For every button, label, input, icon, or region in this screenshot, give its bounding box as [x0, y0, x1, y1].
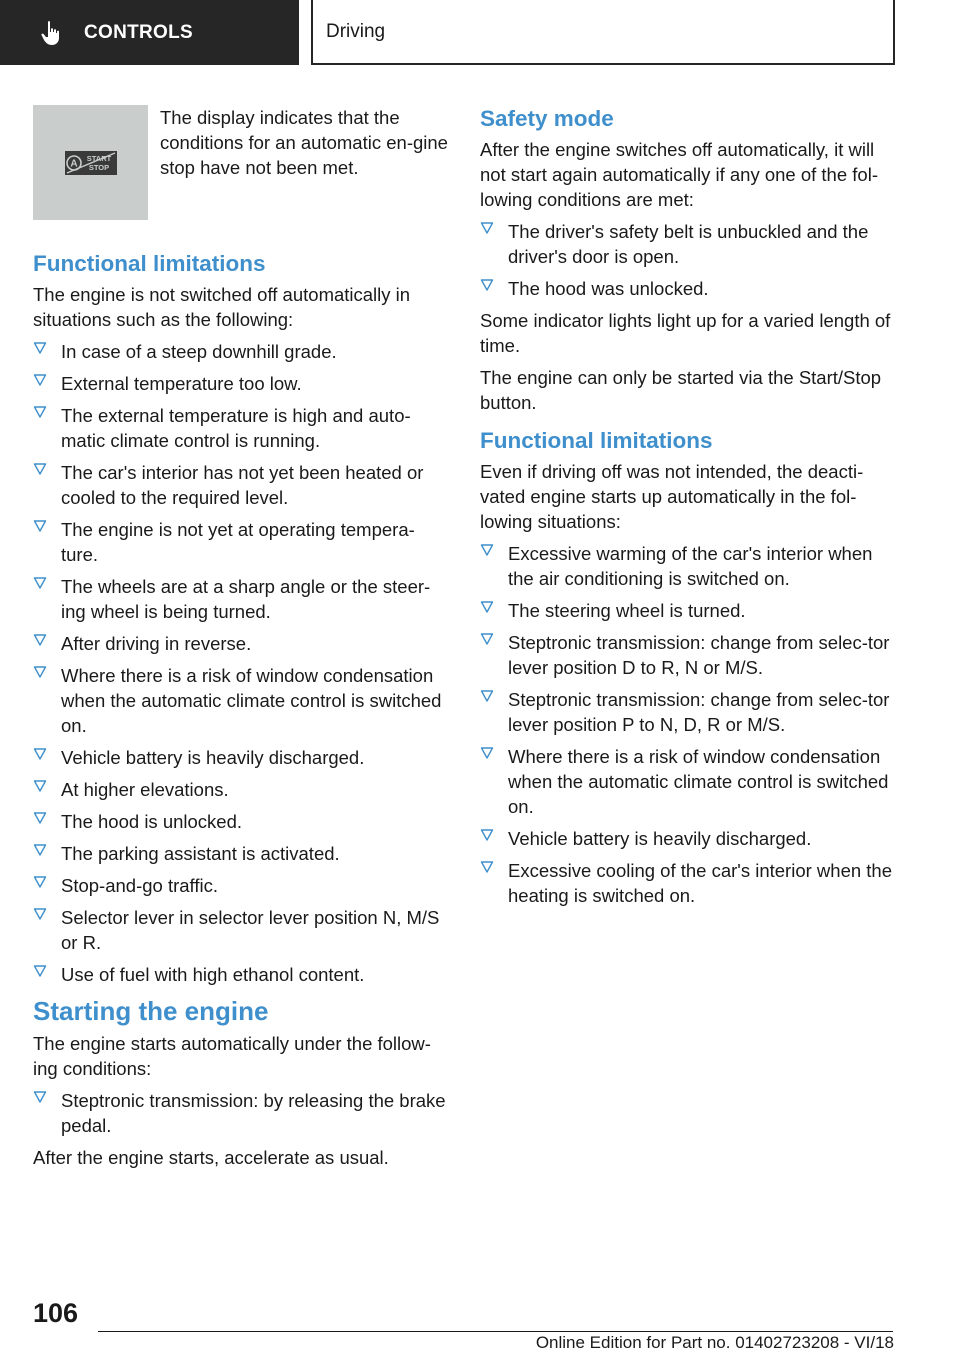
- triangle-bullet-icon: [480, 689, 494, 703]
- list-item-text: Vehicle battery is heavily discharged.: [508, 828, 812, 849]
- safety-list: [480, 219, 896, 301]
- list-item-text: Steptronic transmission: change from selec-tor lever position P to N, D, R or M/S.: [508, 689, 890, 735]
- list-item: [33, 841, 448, 866]
- list-item: [33, 905, 448, 955]
- list-item: [480, 541, 896, 591]
- list-item-text: The driver's safety belt is unbuckled and the driver's door is open.: [508, 221, 869, 267]
- list-item: [33, 403, 448, 453]
- triangle-bullet-icon: [480, 600, 494, 614]
- heading-functional-limitations: Functional limitations: [33, 251, 266, 276]
- list-item: [33, 631, 448, 656]
- triangle-bullet-icon: [480, 746, 494, 760]
- list-item-text: Steptronic transmission: by releasing the brake pedal.: [61, 1090, 446, 1136]
- triangle-bullet-icon: [33, 405, 47, 419]
- list-item: [33, 574, 448, 624]
- list-item-text: In case of a steep downhill grade.: [61, 341, 337, 362]
- header-section-tab: [0, 0, 299, 65]
- list-item: [33, 339, 448, 364]
- header-title-box: [311, 0, 895, 65]
- triangle-bullet-icon: [33, 665, 47, 679]
- list-item-text: The external temperature is high and auto-matic climate control is running.: [61, 405, 411, 451]
- list-item: [33, 873, 448, 898]
- auto-start-stop-off-symbol: [65, 151, 117, 175]
- header-section-label: CONTROLS: [84, 21, 194, 43]
- list-item: [33, 460, 448, 510]
- list-item-text: Where there is a risk of window condensation when the automatic climate control is switched on.: [508, 746, 889, 817]
- triangle-bullet-icon: [33, 341, 47, 355]
- svg-text:A: A: [69, 158, 78, 169]
- list-item: [33, 962, 448, 987]
- safety-intro: After the engine switches off automatically, it will not start again automatically if any one of the fol-lowing conditions are met:: [480, 139, 878, 210]
- list-item: [480, 219, 896, 269]
- list-item: [33, 1088, 448, 1138]
- symbol-text-stop: STOP: [88, 162, 109, 172]
- list-item-text: Stop-and-go traffic.: [61, 875, 218, 896]
- symbol-text-start: START: [86, 153, 111, 163]
- touch-hand-icon: [40, 20, 64, 46]
- triangle-bullet-icon: [33, 843, 47, 857]
- triangle-bullet-icon: [33, 747, 47, 761]
- list-item: [33, 663, 448, 738]
- triangle-bullet-icon: [33, 633, 47, 647]
- left-column: [33, 105, 448, 1177]
- heading-safety-mode: Safety mode: [480, 106, 614, 131]
- triangle-bullet-icon: [33, 811, 47, 825]
- list-item-text: Selector lever in selector lever position N, M/S or R.: [61, 907, 440, 953]
- list-item: [33, 809, 448, 834]
- list-item-text: Use of fuel with high ethanol content.: [61, 964, 365, 985]
- list-item: [480, 687, 896, 737]
- starting-after: After the engine starts, accelerate as usual.: [33, 1147, 389, 1168]
- intro-block: [33, 105, 448, 220]
- list-item: [480, 630, 896, 680]
- list-item: [480, 858, 896, 908]
- list-item: [33, 517, 448, 567]
- list-item: [480, 598, 896, 623]
- triangle-bullet-icon: [33, 779, 47, 793]
- functional-limitations-2-list: [480, 541, 896, 908]
- triangle-bullet-icon: [33, 576, 47, 590]
- triangle-bullet-icon: [480, 278, 494, 292]
- list-item-text: The parking assistant is activated.: [61, 843, 340, 864]
- footer-divider: [98, 1331, 893, 1332]
- triangle-bullet-icon: [33, 875, 47, 889]
- list-item-text: Excessive cooling of the car's interior when the heating is switched on.: [508, 860, 893, 906]
- triangle-bullet-icon: [33, 462, 47, 476]
- triangle-bullet-icon: [480, 632, 494, 646]
- list-item-text: Steptronic transmission: change from selec-tor lever position D to R, N or M/S.: [508, 632, 890, 678]
- header-title: Driving: [326, 20, 386, 42]
- list-item: [480, 276, 896, 301]
- safety-para-2: The engine can only be started via the Start/Stop button.: [480, 367, 882, 413]
- list-item-text: The hood was unlocked.: [508, 278, 709, 299]
- list-item: [33, 777, 448, 802]
- heading-starting-the-engine: Starting the engine: [33, 996, 269, 1026]
- triangle-bullet-icon: [33, 373, 47, 387]
- heading-functional-limitations-2: Functional limitations: [480, 428, 713, 453]
- triangle-bullet-icon: [33, 907, 47, 921]
- triangle-bullet-icon: [33, 519, 47, 533]
- functional-limitations-2-intro: Even if driving off was not intended, the deacti-vated engine starts up automatically in the fol-lowing situations:: [480, 461, 864, 532]
- starting-intro: The engine starts automatically under the follow-ing conditions:: [33, 1033, 431, 1079]
- right-column: [480, 105, 896, 915]
- starting-list: [33, 1088, 448, 1138]
- triangle-bullet-icon: [480, 221, 494, 235]
- list-item-text: Excessive warming of the car's interior when the air conditioning is switched on.: [508, 543, 873, 589]
- triangle-bullet-icon: [480, 860, 494, 874]
- list-item-text: Vehicle battery is heavily discharged.: [61, 747, 365, 768]
- triangle-bullet-icon: [480, 543, 494, 557]
- list-item: [480, 826, 896, 851]
- list-item-text: The engine is not yet at operating tempera-ture.: [61, 519, 415, 565]
- list-item-text: The hood is unlocked.: [61, 811, 243, 832]
- footer-edition: Online Edition for Part no. 01402723208 - VI/18: [535, 1333, 894, 1352]
- list-item-text: The wheels are at a sharp angle or the steer-ing wheel is being turned.: [61, 576, 431, 622]
- functional-limitations-intro: The engine is not switched off automatically in situations such as the following:: [33, 284, 411, 330]
- list-item-text: At higher elevations.: [61, 779, 229, 800]
- page-number: 106: [33, 1298, 79, 1328]
- triangle-bullet-icon: [33, 964, 47, 978]
- list-item: [480, 744, 896, 819]
- triangle-bullet-icon: [480, 828, 494, 842]
- symbol-box: [33, 105, 148, 220]
- list-item-text: The car's interior has not yet been heated or cooled to the required level.: [61, 462, 424, 508]
- triangle-bullet-icon: [33, 1090, 47, 1104]
- list-item: [33, 371, 448, 396]
- intro-text: The display indicates that the conditions for an automatic en-gine stop have not been met.: [160, 107, 448, 178]
- list-item-text: After driving in reverse.: [61, 633, 252, 654]
- functional-limitations-list: [33, 339, 448, 987]
- list-item: [33, 745, 448, 770]
- list-item-text: External temperature too low.: [61, 373, 302, 394]
- list-item-text: Where there is a risk of window condensation when the automatic climate control is switched on.: [61, 665, 442, 736]
- safety-para-1: Some indicator lights light up for a varied length of time.: [480, 310, 891, 356]
- list-item-text: The steering wheel is turned.: [508, 600, 746, 621]
